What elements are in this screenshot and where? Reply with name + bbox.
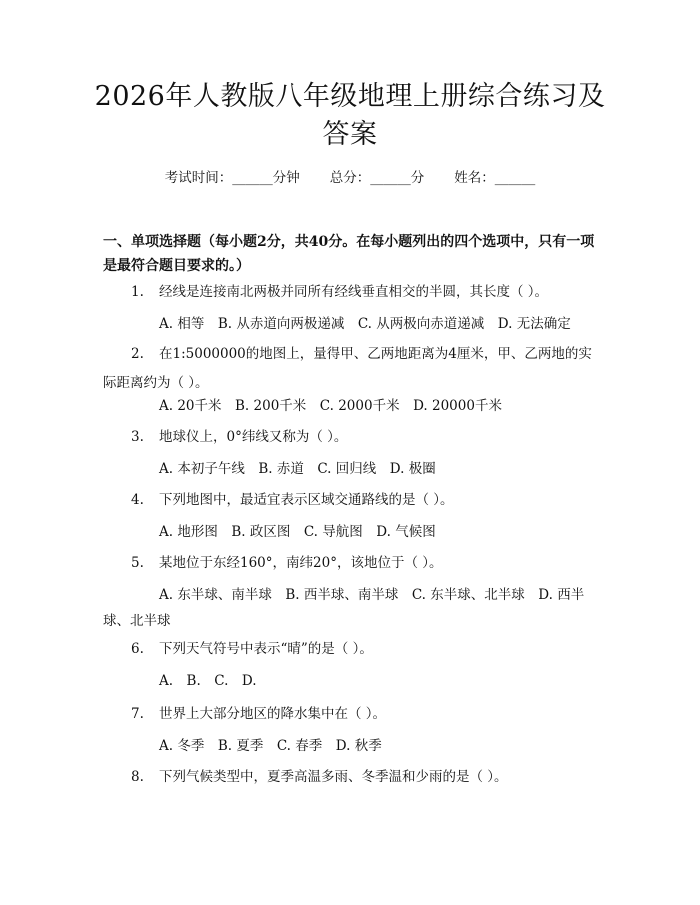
page-title: 2026年人教版八年级地理上册综合练习及答案 — [94, 81, 606, 150]
question-stem: 地球仪上，0°纬线又称为（ ）。 — [159, 429, 348, 445]
exam-time-field: 考试时间：______分钟 — [164, 170, 300, 186]
question-number: 2. — [131, 346, 144, 362]
question-5 — [103, 549, 600, 578]
question-1-options: A. 相等 B. 从赤道向两极递减 C. 从两极向赤道递减 D. 无法确定 — [159, 316, 571, 332]
question-5-options: A. 东半球、南半球 B. 西半球、南半球 C. 东半球、北半球 D. 西半球、北半球 — [103, 587, 585, 629]
question-3-options: A. 本初子午线 B. 赤道 C. 回归线 D. 极圈 — [159, 461, 436, 477]
question-stem: 某地位于东经160°，南纬20°，该地位于（ ）。 — [159, 555, 443, 571]
question-4 — [103, 486, 600, 515]
question-2-options: A. 20千米 B. 200千米 C. 2000千米 D. 20000千米 — [159, 398, 502, 414]
question-8 — [103, 763, 600, 792]
question-number: 5. — [131, 555, 144, 571]
question-number: 3. — [131, 429, 144, 445]
question-6-options: A. B. C. D. — [159, 673, 257, 689]
question-stem: 在1:5000000的地图上，量得甲、乙两地距离为4厘米，甲、乙两地的实际距离约为（ ）。 — [103, 346, 592, 391]
question-stem: 世界上大部分地区的降水集中在（ ）。 — [159, 706, 387, 722]
question-7-options: A. 冬季 B. 夏季 C. 春季 D. 秋季 — [159, 738, 382, 754]
question-1 — [103, 278, 600, 307]
question-2 — [103, 340, 600, 398]
question-stem: 经线是连接南北两极并同所有经线垂直相交的半圆，其长度（ ）。 — [159, 284, 549, 300]
section-heading-single-choice: 一、单项选择题（每小题2分，共40分。在每小题列出的四个选项中，只有一项是最符合题目要求的。） — [103, 234, 595, 274]
question-number: 6. — [131, 641, 144, 657]
question-number: 4. — [131, 492, 144, 508]
question-3 — [103, 423, 600, 452]
question-7 — [103, 700, 600, 729]
question-number: 7. — [131, 706, 144, 722]
total-score-field: 总分：______分 — [329, 170, 425, 186]
question-4-options: A. 地形图 B. 政区图 C. 导航图 D. 气候图 — [159, 524, 436, 540]
question-number: 1. — [131, 284, 144, 300]
exam-meta — [0, 168, 700, 188]
question-stem: 下列天气符号中表示“晴”的是（ ）。 — [159, 641, 373, 657]
student-name-field: 姓名：______ — [454, 170, 536, 186]
question-number: 8. — [131, 769, 144, 785]
question-stem: 下列地图中，最适宜表示区域交通路线的是（ ）。 — [159, 492, 454, 508]
question-6 — [103, 635, 600, 664]
question-stem: 下列气候类型中，夏季高温多雨、冬季温和少雨的是（ ）。 — [159, 769, 508, 785]
